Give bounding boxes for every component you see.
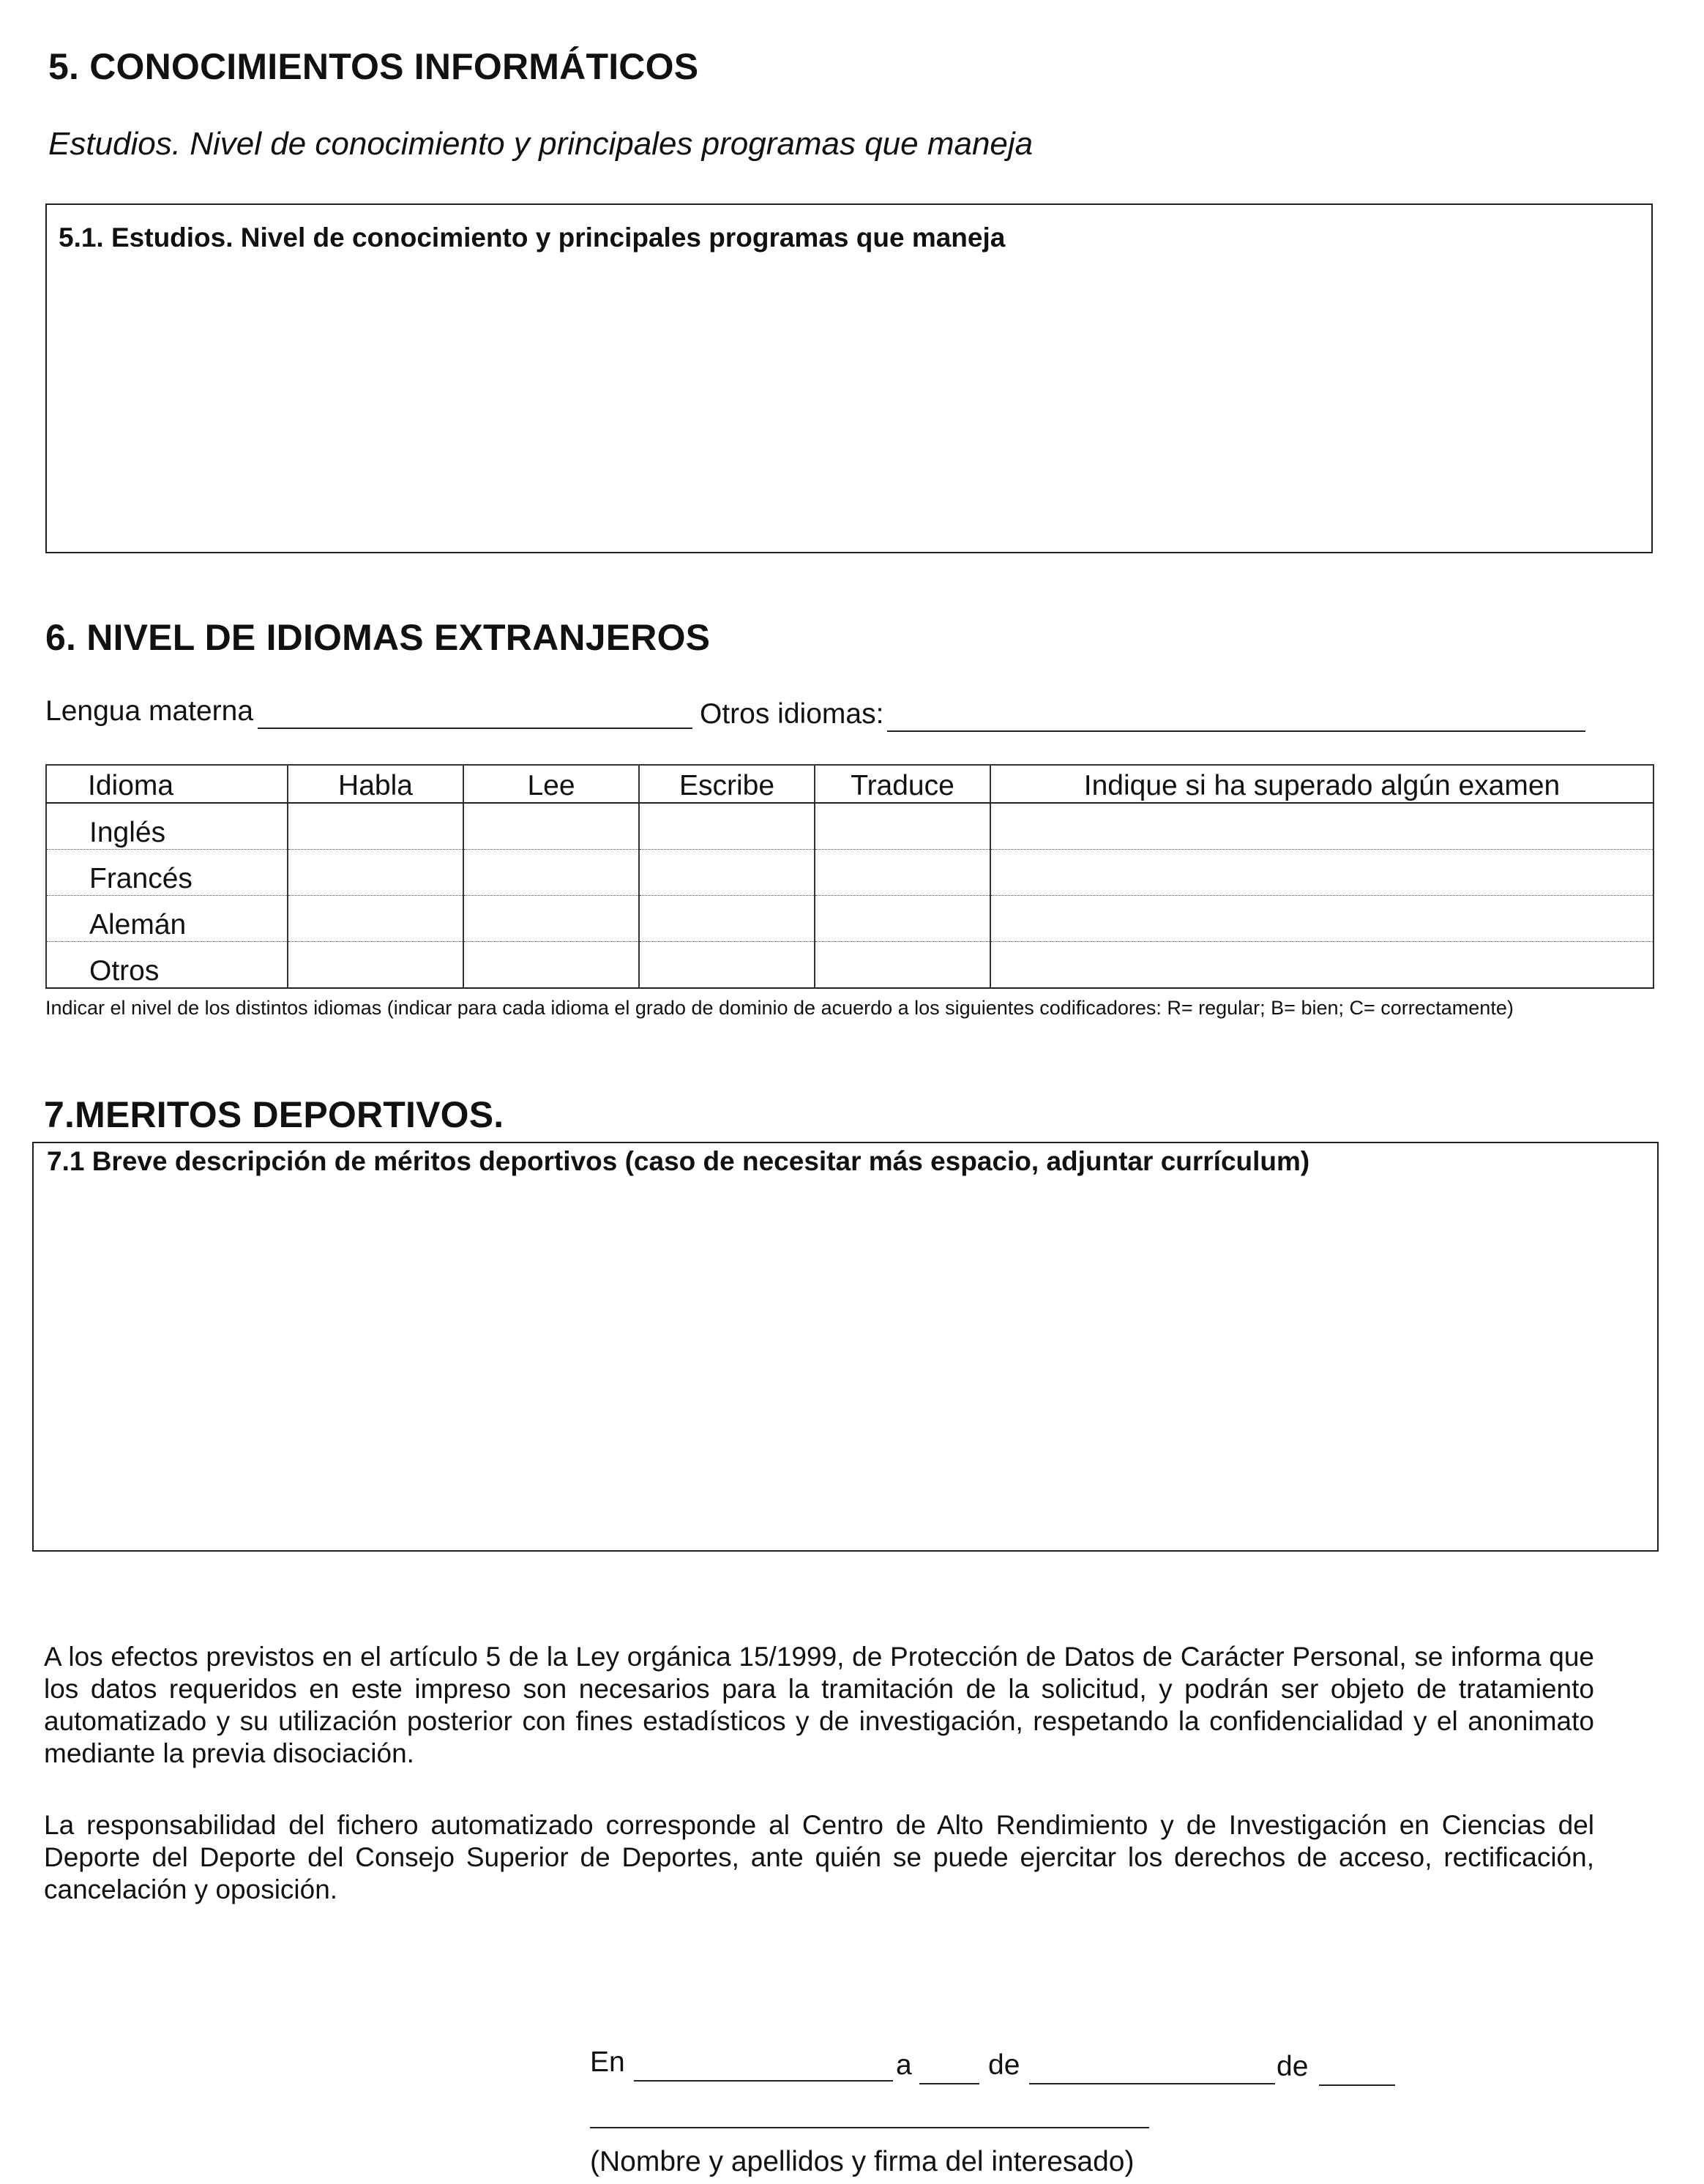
cell-habla[interactable]	[288, 896, 463, 942]
cell-traduce[interactable]	[815, 942, 990, 989]
section5-heading: 5. CONOCIMIENTOS INFORMÁTICOS	[48, 46, 699, 87]
cell-escribe[interactable]	[639, 803, 815, 850]
cell-examen[interactable]	[990, 942, 1653, 989]
cell-escribe[interactable]	[639, 850, 815, 896]
cell-examen[interactable]	[990, 850, 1653, 896]
other-languages-label: Otros idiomas:	[700, 698, 884, 730]
row-language-label: Otros	[46, 942, 288, 989]
mother-tongue-label: Lengua materna	[45, 695, 254, 727]
cell-traduce[interactable]	[815, 896, 990, 942]
cell-lee[interactable]	[463, 850, 639, 896]
table-row	[46, 850, 1653, 896]
row-language-label: Francés	[46, 850, 288, 896]
cell-lee[interactable]	[463, 803, 639, 850]
table-row	[46, 942, 1653, 989]
signature-caption: (Nombre y apellidos y firma del interesado)	[590, 2146, 1135, 2177]
language-table	[45, 764, 1654, 989]
cell-traduce[interactable]	[815, 850, 990, 896]
row-language-label: Alemán	[46, 896, 288, 942]
cell-habla[interactable]	[288, 850, 463, 896]
mother-tongue-field[interactable]	[258, 687, 692, 729]
header-habla: Habla	[288, 765, 463, 803]
header-idioma: Idioma	[46, 765, 288, 803]
section7-box-label: 7.1 Breve descripción de méritos deportivos (caso de necesitar más espacio, adjuntar currículum)	[47, 1146, 1310, 1176]
signature-de-label-1: de	[988, 2049, 1020, 2081]
header-traduce: Traduce	[815, 765, 990, 803]
signature-day-field[interactable]	[919, 2046, 979, 2084]
cell-examen[interactable]	[990, 803, 1653, 850]
cell-habla[interactable]	[288, 803, 463, 850]
cell-lee[interactable]	[463, 942, 639, 989]
header-examen: Indique si ha superado algún examen	[990, 765, 1653, 803]
table-row	[46, 803, 1653, 850]
row-language-label: Inglés	[46, 803, 288, 850]
cell-traduce[interactable]	[815, 803, 990, 850]
signature-a-label: a	[896, 2049, 912, 2081]
language-level-note: Indicar el nivel de los distintos idiomas (indicar para cada idioma el grado de dominio de acuerdo a los siguientes codificadores: R= regular; B= bien; C= correctamente)	[45, 997, 1514, 1019]
responsibility-paragraph: La responsabilidad del fichero automatizado corresponde al Centro de Alto Rendimiento y de Investigación en Ciencias del Deporte del Deporte del Consejo Superior de Deportes, ante quién se puede ejercitar los derechos de acceso, rectificación, cancelación y oposición.	[44, 1810, 1594, 1904]
signature-de-label-2: de	[1277, 2051, 1309, 2082]
data-protection-paragraph: A los efectos previstos en el artículo 5 de la Ley orgánica 15/1999, de Protección de Datos de Carácter Personal, se informa que los datos requeridos en este impreso son necesarios para la tramitación de la solicitud, y podrán ser objeto de tratamiento automatizado y su utilización posterior con fines estadísticos y de investigación, respetando la confidencialidad y el anonimato mediante la previa disociación.	[44, 1642, 1594, 1768]
cell-escribe[interactable]	[639, 942, 815, 989]
signature-name-line[interactable]	[590, 2125, 1149, 2128]
section5-box-label: 5.1. Estudios. Nivel de conocimiento y principales programas que maneja	[59, 222, 1006, 253]
language-table-header	[46, 765, 1653, 803]
header-escribe: Escribe	[639, 765, 815, 803]
signature-en-label: En	[590, 2046, 625, 2078]
section5-subtitle: Estudios. Nivel de conocimiento y principales programas que maneja	[48, 126, 1034, 162]
section7-textbox[interactable]	[32, 1142, 1659, 1552]
signature-year-field[interactable]	[1319, 2048, 1395, 2086]
section5-textbox[interactable]	[45, 203, 1653, 553]
section7-heading: 7.MERITOS DEPORTIVOS.	[44, 1094, 504, 1135]
cell-lee[interactable]	[463, 896, 639, 942]
cell-escribe[interactable]	[639, 896, 815, 942]
other-languages-field[interactable]	[887, 689, 1585, 732]
cell-habla[interactable]	[288, 942, 463, 989]
signature-place-field[interactable]	[634, 2043, 893, 2082]
section6-heading: 6. NIVEL DE IDIOMAS EXTRANJEROS	[45, 617, 711, 658]
table-row	[46, 896, 1653, 942]
signature-month-field[interactable]	[1029, 2046, 1275, 2084]
header-lee: Lee	[463, 765, 639, 803]
cell-examen[interactable]	[990, 896, 1653, 942]
